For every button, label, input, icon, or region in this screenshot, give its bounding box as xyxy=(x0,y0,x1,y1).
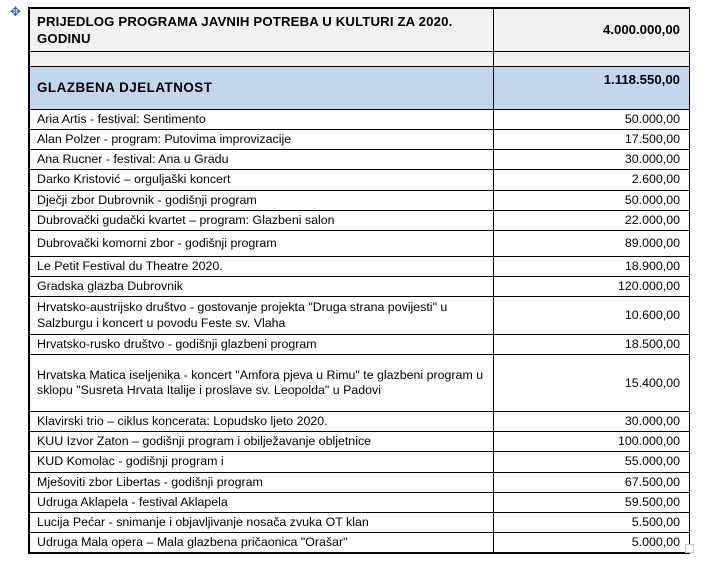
item-amount-cell xyxy=(494,110,690,130)
item-name-cell xyxy=(30,512,494,532)
item-amount-cell xyxy=(494,452,690,472)
item-amount: 5.500,00 xyxy=(631,514,680,529)
table-row-section xyxy=(30,67,690,110)
table-row xyxy=(30,256,690,276)
table-row xyxy=(30,335,690,355)
item-name-cell xyxy=(30,190,494,210)
item-amount: 30.000,00 xyxy=(624,414,680,429)
item-name-cell xyxy=(30,297,494,335)
table-row xyxy=(30,130,690,150)
item-name-cell xyxy=(30,532,494,552)
item-amount-cell xyxy=(494,210,690,230)
table-row xyxy=(30,210,690,230)
item-amount: 59.500,00 xyxy=(624,494,680,509)
item-amount: 50.000,00 xyxy=(624,192,680,207)
item-amount-cell xyxy=(494,230,690,256)
item-label: Hrvatsko-rusko društvo - godišnji glazbeni program xyxy=(37,337,317,351)
item-amount: 67.500,00 xyxy=(624,474,680,489)
item-name-cell xyxy=(30,492,494,512)
item-label: Darko Kristović – orguljaški koncert xyxy=(37,172,231,187)
item-amount: 2.600,00 xyxy=(631,172,680,187)
item-amount-cell xyxy=(494,532,690,552)
item-label: KUU Izvor Zaton – godišnji program i obilježavanje obljetnice xyxy=(37,434,372,449)
item-amount: 22.000,00 xyxy=(624,212,680,227)
title-amount-cell xyxy=(494,9,690,52)
item-label: Udruga Aklapela - festival Aklapela xyxy=(37,494,228,509)
table-row xyxy=(30,432,690,452)
table-row xyxy=(30,230,690,256)
item-amount: 30.000,00 xyxy=(624,152,680,167)
item-name-cell xyxy=(30,110,494,130)
budget-table-container xyxy=(28,7,690,554)
item-amount: 120.000,00 xyxy=(617,278,680,293)
item-name-cell xyxy=(30,150,494,170)
item-amount: 89.000,00 xyxy=(624,235,680,250)
table-row xyxy=(30,110,690,130)
item-amount: 18.500,00 xyxy=(624,337,680,351)
item-amount: 10.600,00 xyxy=(624,307,680,322)
item-name-cell xyxy=(30,412,494,432)
item-amount: 100.000,00 xyxy=(617,434,680,449)
budget-table-body xyxy=(30,9,690,553)
item-name-cell xyxy=(30,170,494,190)
item-label: Klavirski trio – ciklus koncerata: Lopudsko ljeto 2020. xyxy=(37,414,328,429)
title-amount: 4.000.000,00 xyxy=(602,21,680,37)
table-row xyxy=(30,170,690,190)
item-label: KUD Komolac - godišnji program i xyxy=(37,454,224,469)
item-label: Le Petit Festival du Theatre 2020. xyxy=(37,258,223,273)
table-row xyxy=(30,276,690,296)
item-amount-cell xyxy=(494,256,690,276)
item-amount-cell xyxy=(494,432,690,452)
section-amount: 1.118.550,00 xyxy=(603,72,680,87)
table-row xyxy=(30,190,690,210)
item-label: Lucija Pećar - snimanje i objavljivanje nosača zvuka OT klan xyxy=(37,514,369,529)
table-row-spacer xyxy=(30,52,690,67)
section-label: GLAZBENA DJELATNOST xyxy=(37,79,213,95)
item-amount-cell xyxy=(494,412,690,432)
item-amount: 55.000,00 xyxy=(624,454,680,469)
item-amount-cell xyxy=(494,170,690,190)
item-label: Dječji zbor Dubrovnik - godišnji program xyxy=(37,192,257,207)
item-amount: 17.500,00 xyxy=(624,132,680,147)
move-handle-icon[interactable]: ✥ xyxy=(10,4,21,19)
item-name-cell xyxy=(30,210,494,230)
spacer-amount xyxy=(494,52,689,66)
item-label: Dubrovački komorni zbor - godišnji program xyxy=(37,235,277,250)
table-row xyxy=(30,492,690,512)
table-row-title xyxy=(30,9,690,52)
item-name-cell xyxy=(30,452,494,472)
table-row xyxy=(30,297,690,335)
budget-table xyxy=(29,8,690,553)
item-name-cell xyxy=(30,130,494,150)
spacer-name-cell xyxy=(30,52,494,67)
table-row xyxy=(30,512,690,532)
item-amount-cell xyxy=(494,276,690,296)
table-row xyxy=(30,150,690,170)
table-row xyxy=(30,452,690,472)
section-name-cell xyxy=(30,67,494,110)
spacer-amount-cell xyxy=(494,52,690,67)
item-name-cell xyxy=(30,230,494,256)
item-name-cell xyxy=(30,276,494,296)
item-amount-cell xyxy=(494,297,690,335)
item-label: Mješoviti zbor Libertas - godišnji program xyxy=(37,474,263,489)
table-row xyxy=(30,532,690,552)
item-label: Udruga Mala opera – Mala glazbena pričaonica "Orašar" xyxy=(37,534,348,549)
item-amount-cell xyxy=(494,130,690,150)
item-amount-cell xyxy=(494,150,690,170)
item-label: Hrvatska Matica iseljenika - koncert "Amfora pjeva u Rimu" te glazbeni program u sklopu "Susreta Hrvata Italije i proslave sv. Leopolda" u Padovi xyxy=(37,368,484,398)
item-name-cell xyxy=(30,355,494,412)
item-label: Dubrovački gudački kvartet – program: Glazbeni salon xyxy=(37,212,335,227)
item-name-cell xyxy=(30,472,494,492)
item-label: Gradska glazba Dubrovnik xyxy=(37,278,184,293)
table-row xyxy=(30,355,690,412)
spacer-label xyxy=(30,52,493,66)
item-name-cell xyxy=(30,256,494,276)
item-amount-cell xyxy=(494,512,690,532)
item-amount: 50.000,00 xyxy=(624,112,680,126)
item-amount-cell xyxy=(494,492,690,512)
item-amount-cell xyxy=(494,355,690,412)
item-name-cell xyxy=(30,335,494,355)
table-row xyxy=(30,472,690,492)
resize-handle[interactable] xyxy=(685,544,694,553)
title-label: PRIJEDLOG PROGRAMA JAVNIH POTREBA U KULTURI ZA 2020. GODINU xyxy=(37,13,453,46)
item-label: Alan Polzer - program: Putovima improvizacije xyxy=(37,132,292,147)
item-label: Ana Rucner - festival: Ana u Gradu xyxy=(37,152,229,167)
item-label: Hrvatsko-austrijsko društvo - gostovanje projekta "Druga strana povijesti" u Salzburgu i koncert u povodu Feste sv. Vlaha xyxy=(37,300,448,330)
item-amount: 5.000,00 xyxy=(631,534,680,549)
item-label: Aria Artis - festival: Sentimento xyxy=(37,112,206,126)
item-amount: 15.400,00 xyxy=(624,375,680,390)
item-amount-cell xyxy=(494,472,690,492)
title-name-cell xyxy=(30,9,494,52)
item-name-cell xyxy=(30,432,494,452)
section-amount-cell xyxy=(494,67,690,110)
table-row xyxy=(30,412,690,432)
item-amount: 18.900,00 xyxy=(624,258,680,273)
item-amount-cell xyxy=(494,190,690,210)
item-amount-cell xyxy=(494,335,690,355)
